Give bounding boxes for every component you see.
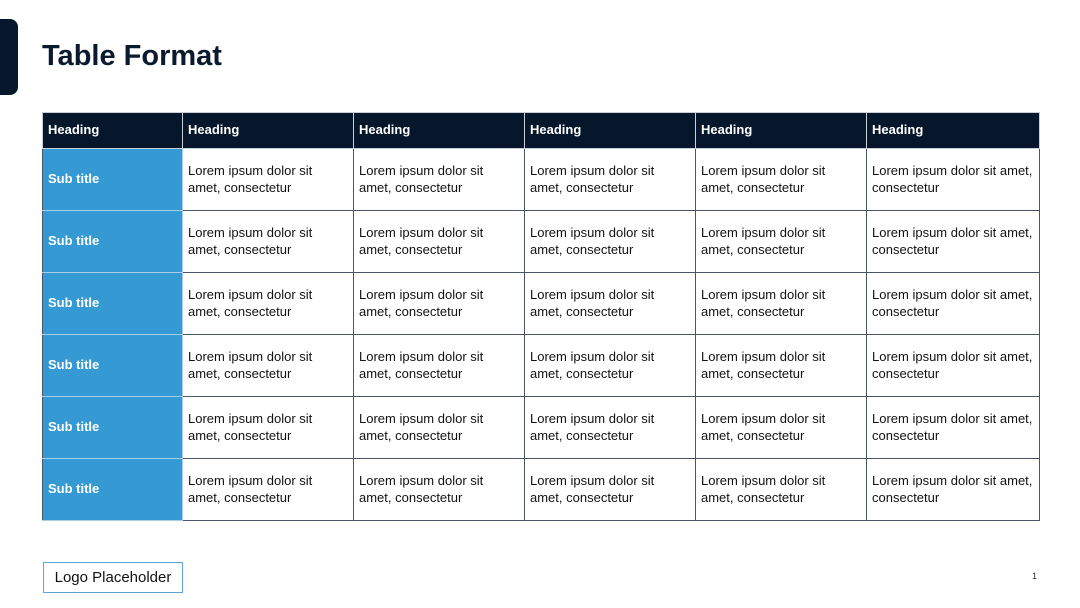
column-heading: Heading	[867, 113, 1040, 149]
table-row	[43, 149, 1040, 211]
table-cell: Lorem ipsum dolor sit amet, consectetur	[867, 397, 1040, 459]
row-subtitle: Sub title	[43, 335, 183, 397]
table-cell: Lorem ipsum dolor sit amet, consectetur	[183, 273, 354, 335]
table-row	[43, 397, 1040, 459]
table-cell: Lorem ipsum dolor sit amet, consectetur	[696, 335, 867, 397]
table-cell: Lorem ipsum dolor sit amet, consectetur	[525, 335, 696, 397]
table-cell: Lorem ipsum dolor sit amet, consectetur	[867, 211, 1040, 273]
row-subtitle: Sub title	[43, 397, 183, 459]
table-cell: Lorem ipsum dolor sit amet, consectetur	[867, 149, 1040, 211]
table-cell: Lorem ipsum dolor sit amet, consectetur	[867, 335, 1040, 397]
table-cell: Lorem ipsum dolor sit amet, consectetur	[354, 149, 525, 211]
page-title: Table Format	[42, 40, 222, 72]
row-subtitle: Sub title	[43, 211, 183, 273]
table-cell: Lorem ipsum dolor sit amet, consectetur	[696, 211, 867, 273]
table-cell: Lorem ipsum dolor sit amet, consectetur	[696, 397, 867, 459]
row-subtitle: Sub title	[43, 273, 183, 335]
table-cell: Lorem ipsum dolor sit amet, consectetur	[183, 211, 354, 273]
table-cell: Lorem ipsum dolor sit amet, consectetur	[867, 273, 1040, 335]
table-cell: Lorem ipsum dolor sit amet, consectetur	[525, 273, 696, 335]
table-cell: Lorem ipsum dolor sit amet, consectetur	[525, 397, 696, 459]
table-cell: Lorem ipsum dolor sit amet, consectetur	[354, 459, 525, 521]
table-row	[43, 273, 1040, 335]
table-cell: Lorem ipsum dolor sit amet, consectetur	[525, 149, 696, 211]
row-subtitle: Sub title	[43, 459, 183, 521]
table-cell: Lorem ipsum dolor sit amet, consectetur	[696, 149, 867, 211]
row-subtitle: Sub title	[43, 149, 183, 211]
column-heading: Heading	[354, 113, 525, 149]
table-cell: Lorem ipsum dolor sit amet, consectetur	[183, 335, 354, 397]
table-row	[43, 335, 1040, 397]
table-cell: Lorem ipsum dolor sit amet, consectetur	[183, 149, 354, 211]
page-number: 1	[1032, 571, 1038, 581]
column-heading: Heading	[43, 113, 183, 149]
column-heading: Heading	[525, 113, 696, 149]
table-row	[43, 211, 1040, 273]
table-cell: Lorem ipsum dolor sit amet, consectetur	[696, 459, 867, 521]
table-cell: Lorem ipsum dolor sit amet, consectetur	[354, 211, 525, 273]
logo-placeholder: Logo Placeholder	[43, 562, 183, 593]
title-accent-bar	[0, 19, 18, 95]
table-cell: Lorem ipsum dolor sit amet, consectetur	[183, 397, 354, 459]
table-cell: Lorem ipsum dolor sit amet, consectetur	[354, 335, 525, 397]
table-cell: Lorem ipsum dolor sit amet, consectetur	[525, 211, 696, 273]
data-table	[42, 112, 1040, 521]
table-cell: Lorem ipsum dolor sit amet, consectetur	[183, 459, 354, 521]
table-row	[43, 459, 1040, 521]
table-header-row	[43, 113, 1040, 149]
column-heading: Heading	[183, 113, 354, 149]
table-cell: Lorem ipsum dolor sit amet, consectetur	[696, 273, 867, 335]
column-heading: Heading	[696, 113, 867, 149]
table-cell: Lorem ipsum dolor sit amet, consectetur	[867, 459, 1040, 521]
table-cell: Lorem ipsum dolor sit amet, consectetur	[525, 459, 696, 521]
table-cell: Lorem ipsum dolor sit amet, consectetur	[354, 397, 525, 459]
table-cell: Lorem ipsum dolor sit amet, consectetur	[354, 273, 525, 335]
